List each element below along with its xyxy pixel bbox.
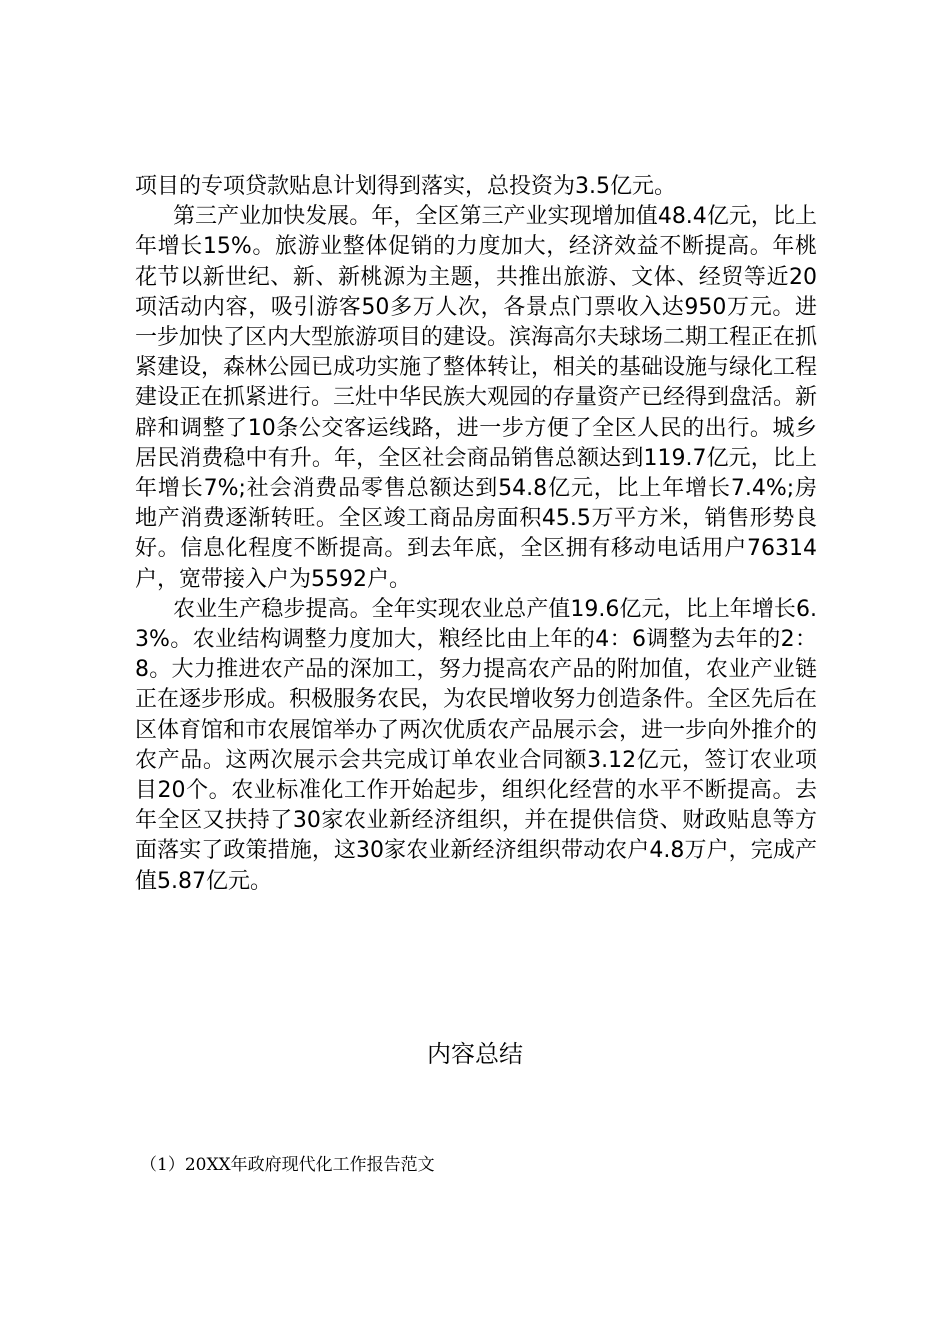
paragraph-agriculture: 农业生产稳步提高。全年实现农业总产值19.6亿元，比上年增长6.3%。农业结构调整力度加大，粮经比由上年的4：6调整为去年的2：8。大力推进农产品的深加工，努力提高农产品的附加值，农业产业链正在逐步形成。积极服务农民，为农民增收努力创造条件。全区先后在区体育馆和市农展馆举办了两次优质农产品展示会，进一步向外推介的农产品。这两次展示会共完成订单农业合同额3.12亿元，签订农业项目20个。农业标准化工作开始起步，组织化经营的水平不断提高。去年全区又扶持了30家农业新经济组织，并在提供信贷、财政贴息等方面落实了政策措施，这30家农业新经济组织带动农户4.8万户，完成产值5.87亿元。: [135, 596, 818, 894]
reference-item: （1）20XX年政府现代化工作报告范文: [140, 1155, 435, 1175]
summary-heading: 内容总结: [427, 1040, 523, 1068]
paragraph-tertiary-industry: 第三产业加快发展。年，全区第三产业实现增加值48.4亿元，比上年增长15%。旅游业整体促销的力度加大，经济效益不断提高。年桃花节以新世纪、新、新桃源为主题，共推出旅游、文体、经贸等近20项活动内容，吸引游客50多万人次，各景点门票收入达950万元。进一步加快了区内大型旅游项目的建设。滨海高尔夫球场二期工程正在抓紧建设，森林公园已成功实施了整体转让，相关的基础设施与绿化工程建设正在抓紧进行。三灶中华民族大观园的存量资产已经得到盘活。新辟和调整了10条公交客运线路，进一步方便了全区人民的出行。城乡居民消费稳中有升。年，全区社会商品销售总额达到119.7亿元，比上年增长7%;社会消费品零售总额达到54.8亿元，比上年增长7.4%;房地产消费逐渐转旺。全区竣工商品房面积45.5万平方米，销售形势良好。信息化程度不断提高。到去年底，全区拥有移动电话用户76314户，宽带接入户为5592户。: [135, 204, 818, 592]
report-body: [135, 172, 817, 897]
paragraph-investment: 项目的专项贷款贴息计划得到落实，总投资为3.5亿元。: [135, 174, 676, 199]
